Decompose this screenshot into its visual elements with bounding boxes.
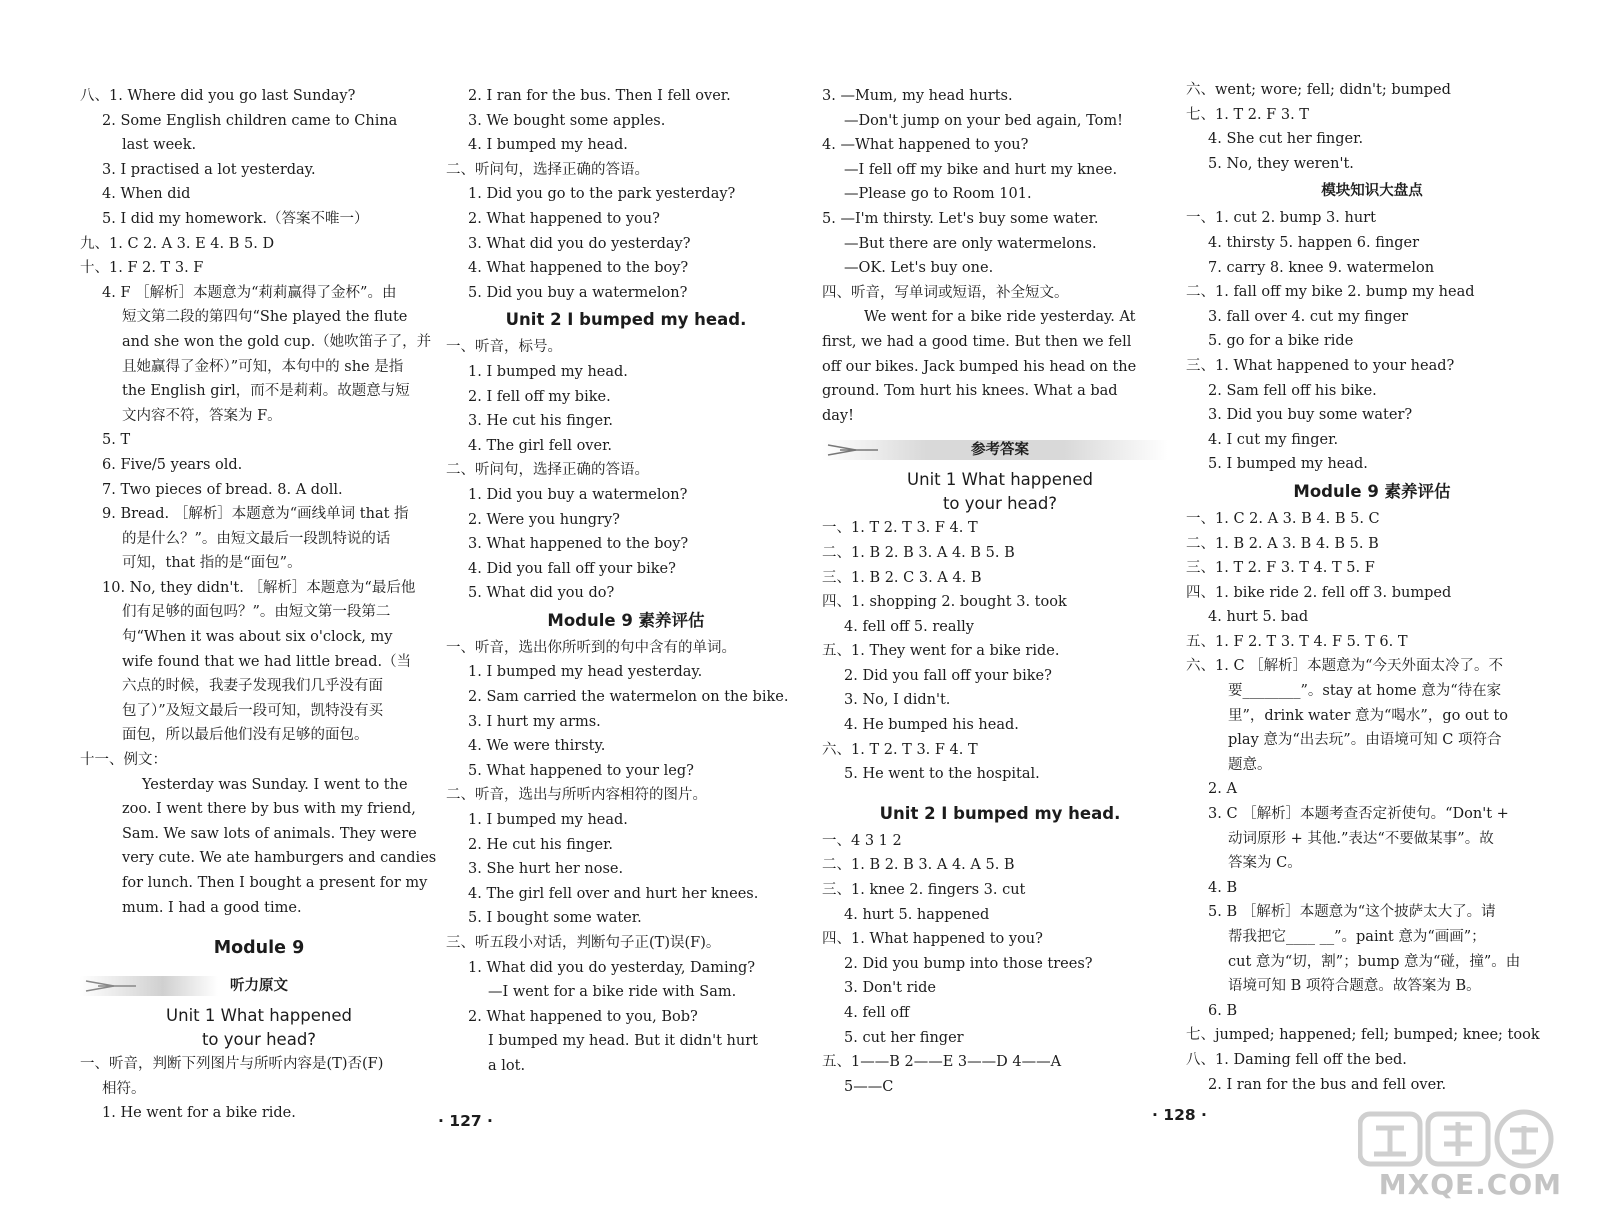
answer-column-4 <box>1186 78 1558 1097</box>
text-line: 十、1. F 2. T 3. F <box>80 260 204 277</box>
text-line: 3. I hurt my arms. <box>468 713 601 730</box>
text-line: 面包，所以最后他们没有足够的面包。 <box>122 727 369 744</box>
text-line: 动词原形 + 其他.”表达“不要做某事”。故 <box>1228 830 1494 847</box>
text-line: 2. I fell off my bike. <box>468 388 611 405</box>
text-line: 六、1. C ［解析］本题意为“今天外面太冷了。不 <box>1186 658 1504 675</box>
text-line: 二、1. B 2. B 3. A 4. B 5. B <box>822 544 1015 561</box>
text-line: mum. I had a good time. <box>122 899 302 916</box>
answer-column-2 <box>446 84 806 1079</box>
text-line: 2. I ran for the bus and fell over. <box>1208 1076 1447 1093</box>
text-line: 二、1. fall off my bike 2. bump my head <box>1186 284 1475 301</box>
text-line: 2. Were you hungry? <box>468 511 620 528</box>
text-line: 六、went; wore; fell; didn't; bumped <box>1186 82 1451 98</box>
text-line: 4. We were thirsty. <box>468 738 606 755</box>
text-line: 2. Sam carried the watermelon on the bike. <box>468 689 789 706</box>
text-line: 二、听问句，选择正确的答语。 <box>446 462 649 479</box>
text-line: 五、1. F 2. T 3. T 4. F 5. T 6. T <box>1186 633 1408 650</box>
text-line: 4. hurt 5. bad <box>1208 609 1309 626</box>
text-line: We went for a bike ride yesterday. At <box>864 309 1136 326</box>
text-line: 3. What did you do yesterday? <box>468 235 691 252</box>
text-line: 6. Five/5 years old. <box>102 456 243 473</box>
text-line: 5. Did you buy a watermelon? <box>468 284 688 301</box>
text-line: 3. She hurt her nose. <box>468 861 624 878</box>
text-line: 5. cut her finger <box>844 1029 964 1046</box>
text-line: Yesterday was Sunday. I went to the <box>142 776 408 793</box>
text-line: for lunch. Then I bought a present for my <box>122 875 428 891</box>
text-line: 一、1. cut 2. bump 3. hurt <box>1186 210 1376 227</box>
text-line: 5. —I'm thirsty. Let's buy some water. <box>822 210 1099 227</box>
text-line: Sam. We saw lots of animals. They were <box>122 825 417 842</box>
text-line: 三、听五段小对话，判断句子正(T)误(F)。 <box>446 935 721 951</box>
text-line: 2. Sam fell off his bike. <box>1208 382 1377 399</box>
text-line: 2. Some English children came to China <box>102 112 398 129</box>
text-line: 2. Did you fall off your bike? <box>844 667 1052 684</box>
text-line: 可知，that 指的是“面包”。 <box>122 555 302 572</box>
text-line: 1. I bumped my head yesterday. <box>468 664 703 681</box>
text-line: 三、1. What happened to your head? <box>1186 357 1455 374</box>
text-line: 五、1——B 2——E 3——D 4——A <box>822 1054 1062 1071</box>
text-line: 三、1. T 2. F 3. T 4. T 5. F <box>1186 560 1375 577</box>
text-line: zoo. I went there by bus with my friend, <box>122 801 416 818</box>
text-line: 1. He went for a bike ride. <box>102 1105 296 1122</box>
text-line: 2. He cut his finger. <box>468 836 614 853</box>
text-line: 们有足够的面包吗？”。由短文第一段第二 <box>122 604 391 621</box>
text-line: 包了）”及短文最后一段可知，凯特没有买 <box>122 702 384 719</box>
text-line: 4. —What happened to you? <box>822 137 1029 154</box>
section-heading: 模块知识大盘点 <box>1321 183 1423 200</box>
text-line: 一、听音，选出你所听到的句中含有的单词。 <box>446 639 736 656</box>
unit-heading: to your head? <box>942 494 1058 514</box>
text-line: 八、1. Daming fell off the bed. <box>1186 1051 1407 1068</box>
text-line: day! <box>822 407 854 424</box>
text-line: 3. Did you buy some water? <box>1208 407 1413 424</box>
text-line: 4. B <box>1208 879 1238 896</box>
text-line: 七、1. T 2. F 3. T <box>1186 106 1309 123</box>
unit-heading: Unit 2 I bumped my head. <box>505 310 747 330</box>
answer-column-3 <box>822 84 1178 1099</box>
module-heading: Module 9 <box>213 938 305 959</box>
text-line: 1. Did you go to the park yesterday? <box>468 186 736 203</box>
text-line: 4. The girl fell over and hurt her knees. <box>468 885 759 902</box>
text-line: 5. T <box>102 432 131 449</box>
text-line: 四、听音，写单词或短语，补全短文。 <box>822 284 1069 301</box>
text-line: —I went for a bike ride with Sam. <box>488 984 737 1001</box>
text-line: a lot. <box>488 1057 526 1074</box>
text-line: 文内容不符，答案为 F。 <box>122 407 282 424</box>
text-line: —OK. Let's buy one. <box>844 260 994 277</box>
text-line: I bumped my head. But it didn't hurt <box>488 1033 758 1050</box>
text-line: 一、1. T 2. T 3. F 4. T <box>822 520 978 537</box>
text-line: 七、jumped; happened; fell; bumped; knee; took <box>1186 1027 1540 1044</box>
text-line: 4. She cut her finger. <box>1208 131 1364 148</box>
text-line: 9. Bread. ［解析］本题意为“画线单词 that 指 <box>102 506 409 523</box>
text-line: 四、1. bike ride 2. fell off 3. bumped <box>1186 584 1452 601</box>
text-line: 句“When it was about six o'clock, my <box>122 629 393 646</box>
answer-column-1 <box>80 84 438 1126</box>
text-line: 二、听音，选出与所听内容相符的图片。 <box>446 787 707 804</box>
text-line: 3. C ［解析］本题考查否定祈使句。“Don't + <box>1208 806 1509 823</box>
text-line: 4. The girl fell over. <box>468 437 613 454</box>
text-line: 5. I bumped my head. <box>1208 456 1368 473</box>
text-line: 六、1. T 2. T 3. F 4. T <box>822 741 978 758</box>
text-line: 三、1. knee 2. fingers 3. cut <box>822 882 1026 899</box>
text-line: 4. What happened to the boy? <box>468 260 689 277</box>
text-line: 5. B ［解析］本题意为“这个披萨太大了。请 <box>1208 904 1496 921</box>
unit-heading: to your head? <box>201 1030 317 1050</box>
text-line: and she won the gold cup.（她吹笛子了，并 <box>122 333 432 350</box>
unit-heading: Unit 2 I bumped my head. <box>879 803 1121 823</box>
page-number-left: · 127 · <box>438 1112 493 1130</box>
text-line: 答案为 C。 <box>1228 855 1302 872</box>
text-line: off our bikes. Jack bumped his head on the <box>822 358 1137 375</box>
text-line: 九、1. C 2. A 3. E 4. B 5. D <box>80 235 275 252</box>
answer-key-banner <box>822 432 1178 466</box>
text-line: 要________”。stay at home 意为“待在家 <box>1228 683 1502 700</box>
section-title: 听力原文 <box>230 978 288 995</box>
text-line: 且她赢得了金杯）”可知，本句中的 she 是指 <box>122 358 404 375</box>
text-line: 4. fell off 5. really <box>844 618 974 635</box>
watermark-text: MXQE.COM <box>1378 1168 1562 1201</box>
text-line: 题意。 <box>1228 756 1272 773</box>
text-line: 5. go for a bike ride <box>1208 333 1354 350</box>
text-line: 一、4 3 1 2 <box>822 832 902 849</box>
text-line: 5. What happened to your leg? <box>468 762 694 779</box>
text-line: play 意为“出去玩”。由语境可知 C 项符合 <box>1228 732 1502 749</box>
text-line: last week. <box>122 137 197 154</box>
text-line: 5. He went to the hospital. <box>844 766 1040 783</box>
unit-heading: Unit 1 What happened <box>166 1006 352 1026</box>
text-line: 一、1. C 2. A 3. B 4. B 5. C <box>1186 510 1380 527</box>
text-line: 2. Did you bump into those trees? <box>844 955 1093 972</box>
text-line: 3. I practised a lot yesterday. <box>102 161 316 178</box>
text-line: 2. What happened to you, Bob? <box>468 1008 698 1025</box>
text-line: 5. What did you do? <box>468 585 615 602</box>
text-line: 4. hurt 5. happened <box>844 906 990 923</box>
text-line: 短文第二段的第四句“She played the flute <box>122 309 408 326</box>
text-line: 4. I bumped my head. <box>468 137 628 154</box>
text-line: 7. carry 8. knee 9. watermelon <box>1208 259 1435 276</box>
text-line: 6. B <box>1208 1002 1238 1019</box>
text-line: 3. —Mum, my head hurts. <box>822 88 1013 104</box>
text-line: 二、1. B 2. B 3. A 4. A 5. B <box>822 857 1015 874</box>
text-line: 三、1. B 2. C 3. A 4. B <box>822 569 982 586</box>
text-line: 3. He cut his finger. <box>468 413 614 430</box>
text-line: 1. I bumped my head. <box>468 363 628 380</box>
text-line: 语境可知 B 项符合题意。故答案为 B。 <box>1228 978 1481 995</box>
text-line: 10. No, they didn't. ［解析］本题意为“最后他 <box>102 579 416 596</box>
text-line: 4. He bumped his head. <box>844 717 1019 734</box>
text-line: —Please go to Room 101. <box>844 186 1032 203</box>
section-heading: Module 9 素养评估 <box>547 610 705 630</box>
text-line: 八、1. Where did you go last Sunday? <box>80 88 356 104</box>
text-line: ground. Tom hurt his knees. What a bad <box>822 383 1118 400</box>
text-line: 2. I ran for the bus. Then I fell over. <box>468 88 731 104</box>
text-line: 二、听问句，选择正确的答语。 <box>446 161 649 178</box>
text-line: 3. What happened to the boy? <box>468 536 689 553</box>
text-line: 2. A <box>1208 781 1237 798</box>
text-line: 3. fall over 4. cut my finger <box>1208 308 1409 325</box>
text-line: cut 意为“切，割”；bump 意为“碰，撞”。由 <box>1228 953 1521 970</box>
text-line: 3. No, I didn't. <box>844 692 951 709</box>
text-line: 帮我把它____ __”。paint 意为“画画”； <box>1228 929 1486 945</box>
text-line: 4. When did <box>102 186 191 203</box>
text-line: 4. fell off <box>844 1005 910 1021</box>
text-line: 5. I did my homework.（答案不唯一） <box>102 210 369 227</box>
text-line: 的是什么？”。由短文最后一段凯特说的话 <box>122 530 391 547</box>
section-banner <box>80 968 438 1002</box>
text-line: 2. What happened to you? <box>468 210 660 227</box>
answer-key-title: 参考答案 <box>971 442 1029 459</box>
unit-heading: Unit 1 What happened <box>907 470 1093 490</box>
text-line: 二、1. B 2. A 3. B 4. B 5. B <box>1186 535 1379 552</box>
text-line: the English girl，而不是莉莉。故题意与短 <box>122 383 410 400</box>
text-line: 7. Two pieces of bread. 8. A doll. <box>102 481 343 498</box>
text-line: 里”，drink water 意为“喝水”，go out to <box>1228 707 1509 724</box>
text-line: 4. I cut my finger. <box>1208 431 1339 448</box>
text-line: 五、1. They went for a bike ride. <box>822 643 1060 660</box>
text-line: 1. I bumped my head. <box>468 812 628 829</box>
text-line: first, we had a good time. But then we fell <box>822 333 1132 350</box>
text-line: 5. No, they weren't. <box>1208 155 1354 172</box>
text-line: very cute. We ate hamburgers and candies <box>122 850 437 867</box>
text-line: 一、听音，判断下列图片与所听内容是(T)否(F) <box>80 1056 384 1073</box>
text-line: 3. Don't ride <box>844 980 936 997</box>
text-line: 4. F ［解析］本题意为“莉莉赢得了金杯”。由 <box>102 284 397 301</box>
text-line: —But there are only watermelons. <box>844 235 1097 252</box>
text-line: 4. Did you fall off your bike? <box>468 560 676 577</box>
text-line: 4. thirsty 5. happen 6. finger <box>1208 234 1420 251</box>
text-line: 六点的时候，我妻子发现我们几乎没有面 <box>122 678 383 695</box>
text-line: 四、1. What happened to you? <box>822 931 1043 948</box>
text-line: —Don't jump on your bed again, Tom! <box>844 112 1123 129</box>
text-line: wife found that we had little bread.（当 <box>122 653 412 670</box>
watermark-logo-icon <box>1358 1108 1558 1170</box>
text-line: 3. We bought some apples. <box>468 112 666 129</box>
text-line: 相符。 <box>102 1080 146 1097</box>
text-line: 5. I bought some water. <box>468 910 642 927</box>
text-line: 5——C <box>844 1078 894 1095</box>
text-line: —I fell off my bike and hurt my knee. <box>844 161 1118 178</box>
watermark <box>1352 1108 1562 1204</box>
text-line: 十一、例文： <box>80 752 167 769</box>
text-line: 一、听音，标号。 <box>446 339 562 356</box>
text-line: 四、1. shopping 2. bought 3. took <box>822 594 1067 611</box>
text-line: 1. What did you do yesterday, Daming? <box>468 959 756 976</box>
text-line: 1. Did you buy a watermelon? <box>468 486 688 503</box>
section-heading: Module 9 素养评估 <box>1293 481 1451 501</box>
page-number-right: · 128 · <box>1152 1106 1207 1124</box>
